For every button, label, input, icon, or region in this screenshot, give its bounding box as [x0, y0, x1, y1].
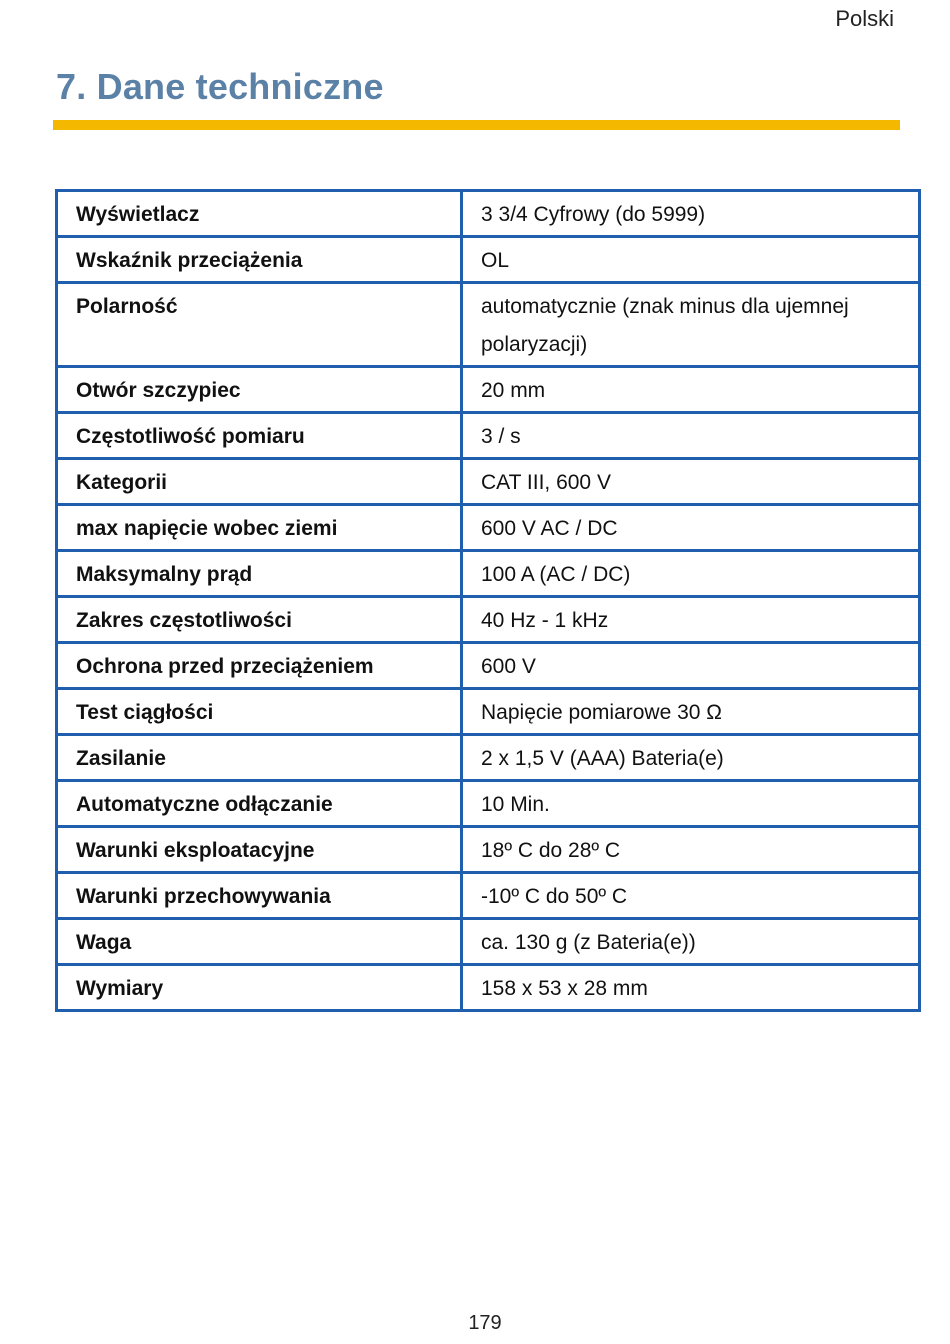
table-row	[57, 237, 920, 283]
spec-value: 10 Min.	[462, 781, 920, 827]
spec-label: Częstotliwość pomiaru	[57, 413, 462, 459]
spec-label: Automatyczne odłączanie	[57, 781, 462, 827]
heading-underline-rule	[53, 120, 900, 130]
spec-label: Waga	[57, 919, 462, 965]
spec-label: Wymiary	[57, 965, 462, 1011]
table-row	[57, 597, 920, 643]
spec-label: Zakres częstotliwości	[57, 597, 462, 643]
spec-label: Warunki eksploatacyjne	[57, 827, 462, 873]
table-row	[57, 551, 920, 597]
spec-label: Otwór szczypiec	[57, 367, 462, 413]
table-row	[57, 873, 920, 919]
spec-value: 2 x 1,5 V (AAA) Bateria(e)	[462, 735, 920, 781]
spec-value: -10º C do 50º C	[462, 873, 920, 919]
spec-value: 158 x 53 x 28 mm	[462, 965, 920, 1011]
spec-value: CAT III, 600 V	[462, 459, 920, 505]
table-row	[57, 367, 920, 413]
section-heading	[56, 66, 384, 108]
table-row	[57, 505, 920, 551]
technical-data-table	[55, 189, 921, 1012]
spec-value: ca. 130 g (z Bateria(e))	[462, 919, 920, 965]
spec-value: 3 3/4 Cyfrowy (do 5999)	[462, 191, 920, 237]
spec-label: Wyświetlacz	[57, 191, 462, 237]
spec-label: Polarność	[57, 283, 462, 367]
spec-value: 20 mm	[462, 367, 920, 413]
table-row	[57, 643, 920, 689]
spec-value: 600 V	[462, 643, 920, 689]
spec-label: Kategorii	[57, 459, 462, 505]
spec-label: Ochrona przed przeciążeniem	[57, 643, 462, 689]
spec-label: Warunki przechowywania	[57, 873, 462, 919]
section-number: 7.	[56, 66, 87, 107]
spec-value: 40 Hz - 1 kHz	[462, 597, 920, 643]
spec-value: 18º C do 28º C	[462, 827, 920, 873]
table-row	[57, 781, 920, 827]
table-row	[57, 459, 920, 505]
table-row	[57, 965, 920, 1011]
spec-value: automatycznie (znak minus dla ujemnej polaryzacji)	[462, 283, 920, 367]
table-row	[57, 191, 920, 237]
section-title: Dane techniczne	[96, 66, 384, 107]
spec-value: OL	[462, 237, 920, 283]
table-row	[57, 919, 920, 965]
table-row	[57, 413, 920, 459]
page-number: 179	[468, 1312, 502, 1334]
table-row	[57, 283, 920, 367]
spec-label: Maksymalny prąd	[57, 551, 462, 597]
table-row	[57, 827, 920, 873]
spec-label: max napięcie wobec ziemi	[57, 505, 462, 551]
page-language-label: Polski	[835, 6, 894, 31]
spec-value: 100 A (AC / DC)	[462, 551, 920, 597]
table-row	[57, 689, 920, 735]
spec-value: 600 V AC / DC	[462, 505, 920, 551]
spec-label: Zasilanie	[57, 735, 462, 781]
spec-value: Napięcie pomiarowe 30 Ω	[462, 689, 920, 735]
table-row	[57, 735, 920, 781]
spec-value: 3 / s	[462, 413, 920, 459]
spec-label: Wskaźnik przeciążenia	[57, 237, 462, 283]
spec-label: Test ciągłości	[57, 689, 462, 735]
